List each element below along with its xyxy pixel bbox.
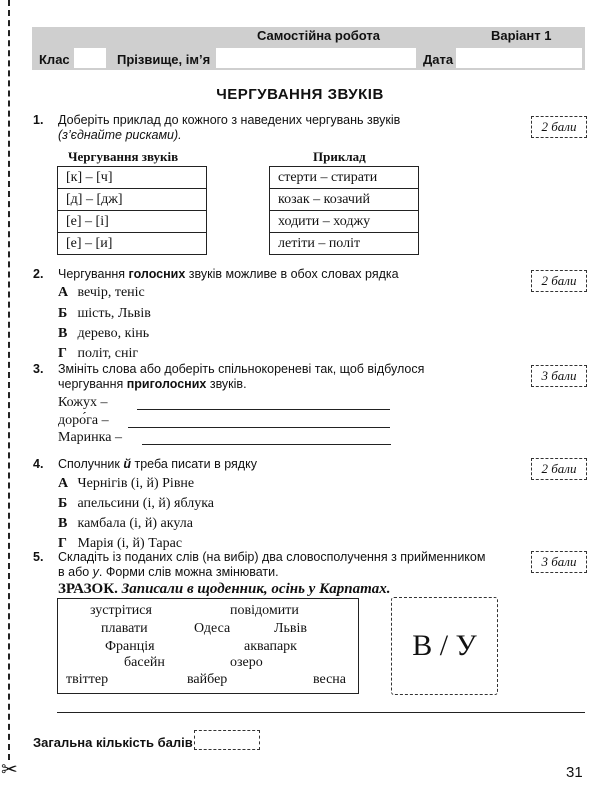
word-bank-item: Львів [274,621,307,636]
word-bank-item: Франція [105,639,155,654]
q3-answer-line[interactable] [142,430,391,445]
preposition-stamp: В / У [391,597,498,695]
q4-option-c[interactable]: В камбала (і, й) акула [58,516,193,531]
q2-score: 2 бали [531,270,587,292]
work-title: Самостійна робота [257,28,381,43]
q4-text: Сполучник й треба писати в рядку [58,457,257,471]
word-bank-item: повідомити [230,603,299,618]
q1-number: 1. [33,113,44,127]
q3-answer-line[interactable] [128,413,390,428]
q3-score: 3 бали [531,365,587,387]
alternation-cell: [д] – [дж] [58,189,207,211]
name-field[interactable] [216,48,416,68]
q3-word: Маринка – [58,430,122,445]
example-cell: стерти – стирати [270,167,419,189]
q3-answer-line[interactable] [137,395,390,410]
word-bank-item: аквапарк [244,639,297,654]
page-title: ЧЕРГУВАННЯ ЗВУКІВ [216,86,384,103]
q2-option-b[interactable]: Б шість, Львів [58,306,151,321]
examples-table [269,166,419,255]
word-bank [57,598,359,694]
q2-text: Чергування голосних звуків можливе в обох словах рядка [58,267,399,281]
cut-line [8,0,10,760]
date-field[interactable] [456,48,582,68]
q4-option-b[interactable]: Б апельсини (і, й) яблука [58,496,215,511]
word-bank-item: плавати [101,621,148,636]
word-bank-item: озеро [230,655,263,670]
q5-text: Складіть із поданих слів (на вибір) два словосполучення з прийменником в або у. Форми слів можна змінювати. [58,550,486,579]
q5-number: 5. [33,550,44,564]
q2-number: 2. [33,267,44,281]
page-number: 31 [566,764,583,781]
example-cell: ходити – ходжу [270,211,419,233]
alternation-cell: [к] – [ч] [58,167,207,189]
q2-option-d[interactable]: Г політ, сніг [58,346,139,361]
class-field[interactable] [74,48,106,68]
variant-label: Варіант 1 [491,28,552,43]
word-bank-item: вайбер [187,672,228,687]
word-bank-item: Одеса [194,621,231,636]
alternations-table [57,166,207,255]
scissors-icon: ✂ [1,759,18,781]
name-label: Прізвище, ім’я [117,52,211,67]
word-bank-item: зустрітися [90,603,152,618]
example-cell: козак – козачий [270,189,419,211]
q2-option-a[interactable]: А вечір, теніс [58,285,145,300]
alternation-cell: [е] – [и] [58,233,207,255]
q1-text: Доберіть приклад до кожного з наведених чергувань звуків (з’єднайте рисками). [58,113,401,142]
word-bank-item: басейн [124,655,165,670]
total-score-field[interactable] [194,730,260,750]
q4-option-a[interactable]: А Чернігів (і, й) Рівне [58,476,195,491]
example-cell: летіти – політ [270,233,419,255]
q4-number: 4. [33,457,44,471]
word-bank-item: весна [313,672,347,687]
q1-col2-header: Приклад [313,149,366,164]
q3-text: Змініть слова або доберіть спільнокореневі так, щоб відбулося чергування приголосних звуків. [58,362,425,391]
q4-option-d[interactable]: Г Марія (і, й) Тарас [58,536,183,551]
alternation-cell: [е] – [і] [58,211,207,233]
q1-score: 2 бали [531,116,587,138]
q3-word: доро́га – [58,413,109,428]
q2-option-c[interactable]: В дерево, кінь [58,326,150,341]
total-label: Загальна кількість балів [33,735,193,750]
q3-word: Кожух – [58,395,108,410]
q1-col1-header: Чергування звуків [68,149,179,164]
date-label: Дата [423,52,454,67]
q4-score: 2 бали [531,458,587,480]
header-bar [32,27,585,70]
word-bank-item: твіттер [66,672,109,687]
class-label: Клас [39,52,70,67]
answer-rule [57,712,585,713]
q5-sample: ЗРАЗОК. Записали в щоденник, осінь у Карпатах. [58,581,391,597]
q3-number: 3. [33,362,44,376]
q5-score: 3 бали [531,551,587,573]
